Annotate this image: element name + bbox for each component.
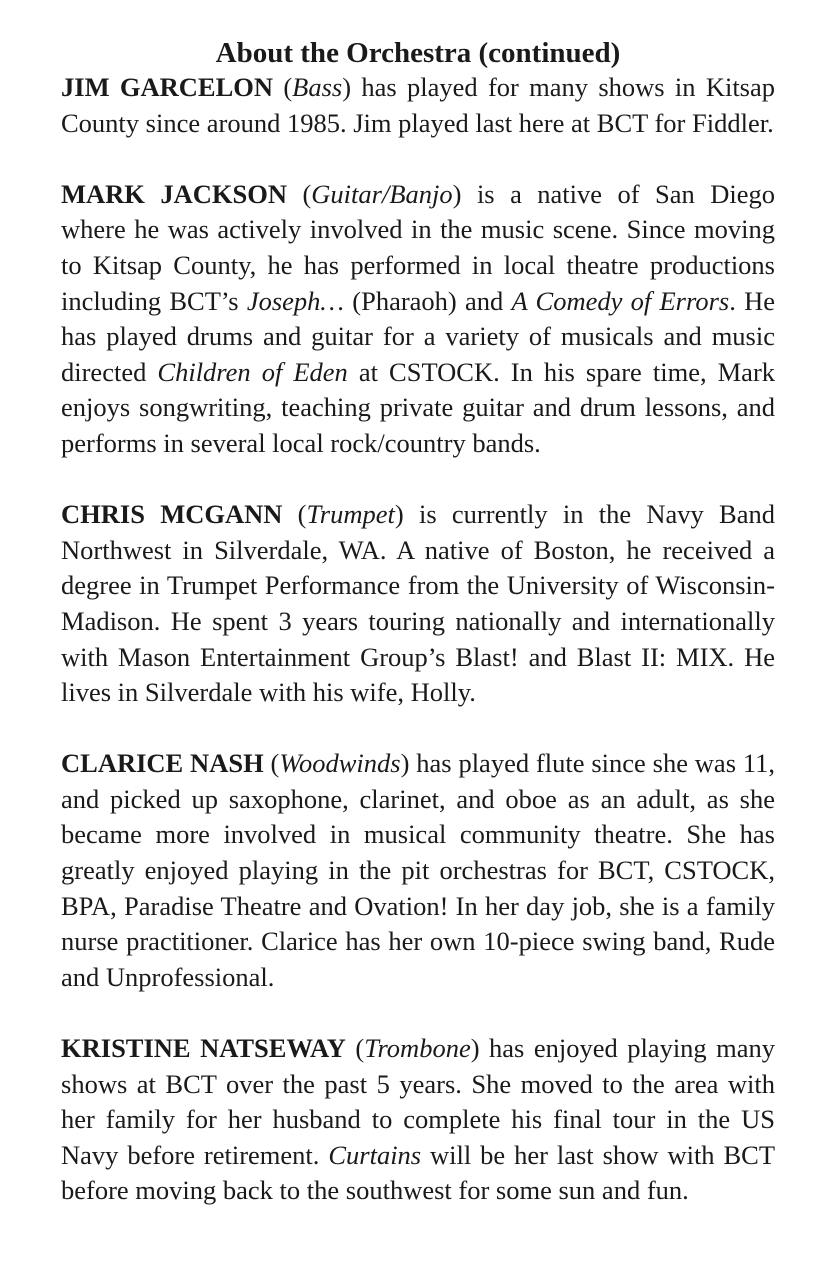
bio-text: will be her last show with BCT before moving back to the southwest for some sun and fun.: [61, 1139, 776, 1206]
bio-text: has played flute since she was 11, and picked up saxophone, clarinet, and oboe as an adult, as she became more involved in musical community theatre. She has greatly enjoyed playing in the pit orchestras for BCT, CSTOCK, BPA, Paradise Theatre and Ovation! In her day job, she is a family nurse practitioner. Clarice has her own 10-piece swing band, Rude and Unprofessional.: [61, 748, 775, 992]
musician-instrument: Woodwinds: [279, 748, 401, 779]
show-title: Curtains: [328, 1139, 422, 1170]
show-title: Children of Eden: [157, 356, 348, 387]
page-title: About the Orchestra (continued): [215, 37, 621, 69]
musician-name: MARK JACKSON: [61, 178, 287, 209]
musician-name: KRISTINE NATSEWAY: [61, 1033, 346, 1064]
show-title: A Comedy of Errors: [511, 285, 730, 316]
bio-text: (Pharaoh) and: [352, 285, 504, 316]
bio-clarice-nash: CLARICE NASH (Woodwinds) has played flute since she was 11, and picked up saxophone, clarinet, and oboe as an adult, as she became more involved in musical community theatre. She has greatly enjoyed playing in the pit orchestras for BCT, CSTOCK, BPA, Paradise Theatre and Ovation! In her day job, she is a family nurse practitioner. Clarice has her own 10-piece swing band, Rude and Unprofessional.: [61, 748, 775, 992]
bio-text: . He has played drums and guitar for a variety of musicals and music directed: [61, 285, 775, 387]
musician-instrument: Trombone: [364, 1033, 471, 1064]
musician-instrument: Trumpet: [306, 499, 395, 530]
bio-kristine-natseway: KRISTINE NATSEWAY (Trombone) has enjoyed playing many shows at BCT over the past 5 years. She moved to the area with her family for her husband to complete his final tour in the US Navy before retirement. Curtains will be her last show with BCT before moving back to the southwest for some sun and fun.: [61, 1033, 776, 1206]
bio-text: at CSTOCK. In his spare time, Mark enjoys songwriting, teaching private guitar and drum lessons, and performs in several local rock/country bands.: [61, 356, 776, 458]
program-page: [61, 36, 775, 1209]
bio-text: is a native of San Diego where he was actively involved in the music scene. Since moving to Kitsap County, he has performed in local theatre productions including BCT’s: [61, 178, 776, 316]
musician-name: CHRIS MCGANN: [61, 499, 283, 530]
bio-text: has played for many shows in Kitsap County since around 1985. Jim played last here at BCT for Fiddler.: [61, 72, 776, 138]
musician-instrument: Bass: [292, 72, 343, 102]
bio-text: is currently in the Navy Band Northwest in Silverdale, WA. A native of Boston, he received a degree in Trumpet Performance from the University of Wisconsin-Madison. He spent 3 years touring nationally and internationally with Mason Entertainment Group’s Blast! and Blast II: MIX. He lives in Silverdale with his wife, Holly.: [61, 499, 775, 708]
musician-name: JIM GARCELON: [61, 72, 274, 102]
show-title: Joseph…: [246, 285, 344, 316]
musician-name: CLARICE NASH: [61, 748, 264, 779]
musician-instrument: Guitar/Banjo: [311, 178, 453, 209]
bio-jim-garcelon: JIM GARCELON (Bass) has played for many shows in Kitsap County since around 1985. Jim played last here at BCT for Fiddler.: [61, 72, 776, 138]
bio-chris-mcgann: CHRIS MCGANN (Trumpet) is currently in the Navy Band Northwest in Silverdale, WA. A native of Boston, he received a degree in Trumpet Performance from the University of Wisconsin-Madison. He spent 3 years touring nationally and internationally with Mason Entertainment Group’s Blast! and Blast II: MIX. He lives in Silverdale with his wife, Holly.: [61, 499, 775, 708]
bio-text: has enjoyed playing many shows at BCT over the past 5 years. She moved to the area with her family for her husband to complete his final tour in the US Navy before retirement.: [61, 1033, 776, 1170]
bio-mark-jackson: MARK JACKSON (Guitar/Banjo) is a native of San Diego where he was actively involved in the music scene. Since moving to Kitsap County, he has performed in local theatre productions including BCT’s Joseph… (Pharaoh) and A Comedy of Errors. He has played drums and guitar for a variety of musicals and music directed Children of Eden at CSTOCK. In his spare time, Mark enjoys songwriting, teaching private guitar and drum lessons, and performs in several local rock/country bands.: [61, 178, 776, 458]
